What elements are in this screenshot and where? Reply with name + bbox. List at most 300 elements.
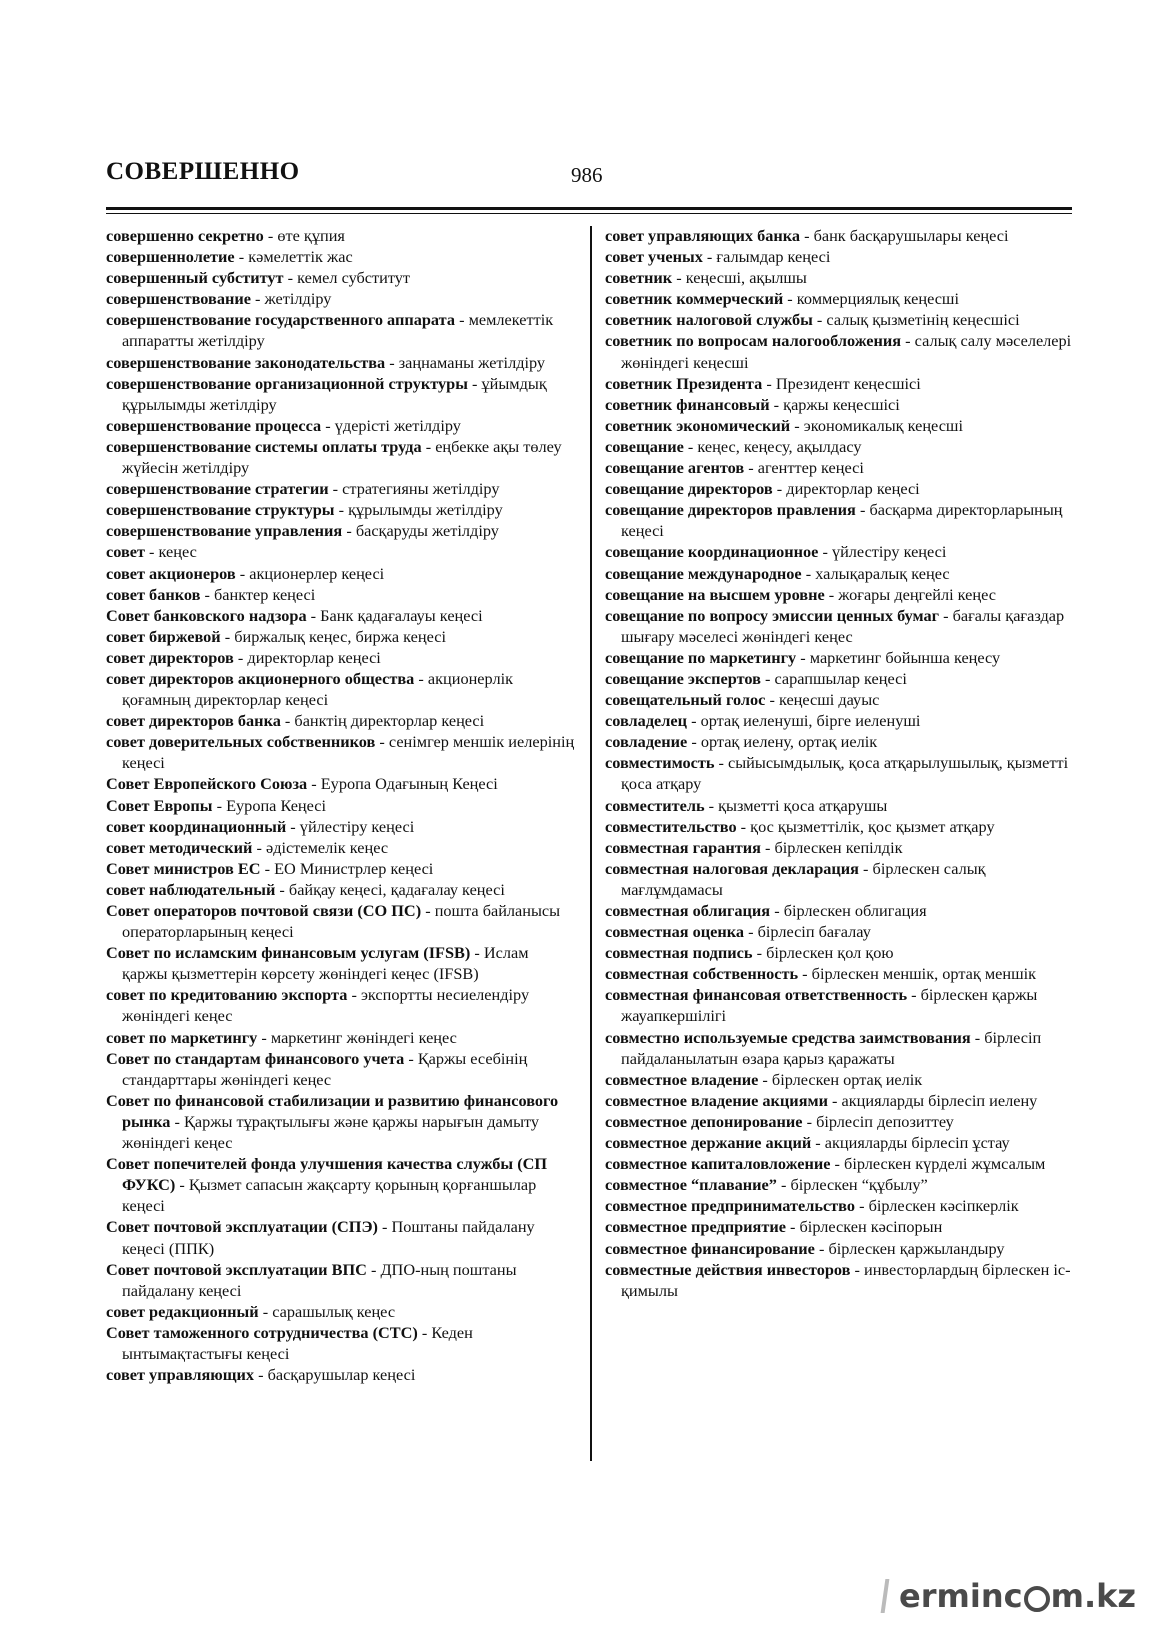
dictionary-entry bbox=[106, 1090, 576, 1153]
dictionary-entry bbox=[106, 668, 576, 710]
dictionary-entry bbox=[106, 1027, 576, 1048]
dictionary-entry bbox=[605, 1174, 1080, 1195]
entry-separator: - bbox=[250, 289, 265, 309]
entry-separator: - bbox=[234, 247, 249, 267]
entry-term: Совет почтовой эксплуатации ВПС bbox=[106, 1259, 367, 1279]
logo-t-mark-icon bbox=[881, 1579, 900, 1613]
logo-o-ring-icon bbox=[1024, 1586, 1050, 1612]
entry-definition: кеңес bbox=[158, 542, 197, 562]
entry-definition: пошта байланысы операторларының кеңесі bbox=[122, 901, 561, 942]
entry-definition: инвесторлардың бірлескен іс-қимылы bbox=[621, 1259, 1071, 1300]
entry-term: советник финансовый bbox=[605, 394, 770, 414]
entry-definition: Қаржы тұрақтылығы және қаржы нарығын дамыту жөніндегі кеңес bbox=[122, 1111, 540, 1153]
entry-definition: директорлар кеңесі bbox=[247, 647, 381, 667]
dictionary-entry bbox=[605, 752, 1080, 794]
entry-definition: салық салу мәселелері жөніндегі кеңесші bbox=[621, 331, 1072, 372]
entry-definition: Ислам қаржы қызметтерін көрсету жөніндегі кеңес (IFSB) bbox=[122, 943, 529, 984]
dictionary-entry bbox=[605, 942, 1080, 963]
dictionary-entry bbox=[605, 563, 1080, 584]
dictionary-entry bbox=[605, 984, 1080, 1026]
entry-definition: бірлескен салық мағлұмдамасы bbox=[621, 858, 986, 899]
entry-separator: - bbox=[769, 394, 784, 414]
entry-separator: - bbox=[790, 415, 804, 435]
entry-definition: кеңесші, ақылшы bbox=[685, 268, 807, 288]
entry-separator: - bbox=[672, 268, 686, 288]
dictionary-entry bbox=[106, 605, 576, 626]
dictionary-entry bbox=[605, 689, 1080, 710]
entry-term: совместное депонирование bbox=[605, 1111, 803, 1131]
entry-definition: Банк қадағалауы кеңесі bbox=[320, 605, 483, 625]
entry-separator: - bbox=[824, 584, 839, 604]
dictionary-entry bbox=[106, 731, 576, 773]
entry-term: совершенствование bbox=[106, 289, 251, 309]
entry-separator: - bbox=[855, 1196, 869, 1216]
header-rule-thin bbox=[106, 213, 1072, 214]
dictionary-entry bbox=[605, 1259, 1080, 1301]
entry-separator: - bbox=[220, 626, 235, 646]
entry-separator: - bbox=[704, 795, 719, 815]
entry-definition: бірлескен қол қою bbox=[766, 943, 894, 963]
dictionary-entry bbox=[605, 1153, 1080, 1174]
entry-term: Совет банковского надзора bbox=[106, 605, 307, 625]
entry-term: совещание координационное bbox=[605, 542, 819, 562]
entry-term: совместная собственность bbox=[605, 964, 799, 984]
entry-term: Совет по стандартам финансового учета bbox=[106, 1048, 405, 1068]
dictionary-entry bbox=[106, 267, 576, 288]
entry-definition: Қызмет сапасын жақсарту қорының қорғаншылар кеңесі bbox=[122, 1175, 537, 1216]
dictionary-entry bbox=[106, 309, 576, 351]
entry-term: совет управляющих банка bbox=[605, 226, 801, 245]
entry-definition: маркетинг бойынша кеңесу bbox=[809, 647, 1001, 667]
entry-separator: - bbox=[342, 521, 356, 541]
entry-term: совладение bbox=[605, 732, 688, 752]
entry-definition: банктер кеңесі bbox=[213, 584, 316, 604]
entry-separator: - bbox=[714, 753, 729, 773]
entry-separator: - bbox=[414, 668, 428, 688]
entry-separator: - bbox=[765, 690, 779, 710]
entry-separator: - bbox=[275, 879, 289, 899]
entry-definition: үйлестіру кеңесі bbox=[299, 816, 415, 836]
dictionary-entry bbox=[605, 584, 1080, 605]
entry-term: Совет по финансовой стабилизации и развитию финансового рынка bbox=[106, 1090, 559, 1131]
entry-term: совет по маркетингу bbox=[106, 1027, 258, 1047]
dictionary-entry bbox=[605, 900, 1080, 921]
entry-term: совершенствование организационной структуры bbox=[106, 373, 468, 393]
entry-separator: - bbox=[855, 500, 870, 520]
entry-term: совет биржевой bbox=[106, 626, 221, 646]
entry-definition: әдістемелік кеңес bbox=[265, 837, 389, 857]
entry-term: совершенствование процесса bbox=[106, 415, 322, 435]
entry-separator: - bbox=[328, 479, 343, 499]
dictionary-entry bbox=[605, 1090, 1080, 1111]
page-number: 986 bbox=[571, 163, 603, 187]
dictionary-entry bbox=[106, 225, 576, 246]
entry-separator: - bbox=[858, 858, 873, 878]
entry-separator: - bbox=[760, 668, 775, 688]
entry-definition: ортақ иелену, ортақ иелік bbox=[700, 732, 878, 752]
entry-term: совет директоров банка bbox=[106, 711, 281, 731]
entry-separator: - bbox=[175, 1175, 189, 1195]
entry-separator: - bbox=[785, 1217, 800, 1237]
entry-term: совершенствование системы оплаты труда bbox=[106, 436, 422, 456]
entry-separator: - bbox=[802, 1111, 817, 1131]
entry-separator: - bbox=[758, 1069, 772, 1089]
entry-term: совет управляющих bbox=[106, 1365, 254, 1385]
entry-separator: - bbox=[263, 226, 278, 245]
entry-definition: сыйысымдылық, қоса атқарылушылық, қызметті қоса атқару bbox=[621, 753, 1069, 794]
entry-separator: - bbox=[200, 584, 214, 604]
entry-term: совершенствование стратегии bbox=[106, 479, 329, 499]
entry-term: совершенствование структуры bbox=[106, 500, 335, 520]
dictionary-entry bbox=[605, 1216, 1080, 1237]
entry-definition: бірлескен қаржыландыру bbox=[828, 1238, 1005, 1258]
dictionary-entry bbox=[106, 415, 576, 436]
entry-term: совещательный голос bbox=[605, 690, 766, 710]
entry-definition: бірлескен “құбылу” bbox=[790, 1175, 928, 1195]
entry-term: совет bbox=[106, 542, 145, 562]
entry-definition: салық қызметінің кеңесшісі bbox=[826, 310, 1020, 330]
entry-term: Совет министров ЕС bbox=[106, 858, 261, 878]
entry-separator: - bbox=[170, 1111, 184, 1131]
entry-term: совет редакционный bbox=[106, 1301, 259, 1321]
entry-definition: кеңесші дауыс bbox=[778, 690, 880, 710]
entry-definition: заңнаманы жетілдіру bbox=[398, 352, 546, 372]
dictionary-entry bbox=[106, 436, 576, 478]
dictionary-entry bbox=[106, 352, 576, 373]
entry-separator: - bbox=[752, 943, 767, 963]
entry-definition: бірлескен меншік, ортақ меншік bbox=[811, 964, 1037, 984]
entry-term: совещание директоров правления bbox=[605, 500, 856, 520]
entry-separator: - bbox=[252, 837, 266, 857]
entry-definition: ЕО Министрлер кеңесі bbox=[274, 858, 434, 878]
dictionary-entry bbox=[106, 647, 576, 668]
logo-text-domain: m.kz bbox=[1050, 1577, 1136, 1615]
dictionary-entry bbox=[605, 668, 1080, 689]
entry-term: совместное предприятие bbox=[605, 1217, 786, 1237]
dictionary-entry bbox=[605, 795, 1080, 816]
dictionary-entry bbox=[605, 330, 1080, 372]
entry-term: совместное предпринимательство bbox=[605, 1196, 856, 1216]
dictionary-entry bbox=[605, 478, 1080, 499]
entry-separator: - bbox=[801, 563, 816, 583]
entry-term: совершенный субститут bbox=[106, 268, 284, 288]
entry-separator: - bbox=[417, 1322, 432, 1342]
entry-separator: - bbox=[683, 436, 698, 456]
entry-definition: бірлескен облигация bbox=[783, 901, 927, 920]
dictionary-entry bbox=[605, 288, 1080, 309]
entry-term: совместное “плавание” bbox=[605, 1175, 777, 1195]
entry-separator: - bbox=[375, 732, 389, 752]
entry-term: совет банков bbox=[106, 584, 201, 604]
entry-term: совместная подпись bbox=[605, 943, 753, 963]
entry-term: Совет по исламским финансовым услугам (IFSB) bbox=[106, 943, 471, 963]
entry-term: совместно используемые средства заимствования bbox=[605, 1027, 971, 1047]
entry-separator: - bbox=[366, 1259, 381, 1279]
entry-definition: құрылымды жетілдіру bbox=[348, 500, 503, 520]
dictionary-entry bbox=[106, 520, 576, 541]
entry-separator: - bbox=[385, 352, 399, 372]
entry-term: совместное финансирование bbox=[605, 1238, 815, 1258]
column-divider bbox=[590, 226, 592, 1461]
entry-definition: Қаржы есебінің стандарттары жөніндегі кеңес bbox=[122, 1048, 528, 1089]
dictionary-entry bbox=[106, 541, 576, 562]
entry-term: совет по кредитованию экспорта bbox=[106, 985, 348, 1005]
dictionary-entry bbox=[106, 1216, 576, 1258]
entry-definition: Поштаны пайдалану кеңесі (ППК) bbox=[122, 1217, 535, 1258]
entry-term: совет доверительных собственников bbox=[106, 732, 376, 752]
entry-definition: бірлескен қаржы жауапкершілігі bbox=[621, 985, 1038, 1026]
entry-term: совершеннолетие bbox=[106, 247, 235, 267]
dictionary-entry bbox=[605, 837, 1080, 858]
entry-separator: - bbox=[347, 985, 361, 1005]
entry-separator: - bbox=[258, 1301, 273, 1321]
entry-definition: банк басқарушылары кеңесі bbox=[813, 226, 1009, 245]
dictionary-entry bbox=[106, 773, 576, 794]
dictionary-entry bbox=[106, 288, 576, 309]
entry-definition: бірлескен кәсіпкерлік bbox=[868, 1196, 1019, 1216]
entry-term: совещание на высшем уровне bbox=[605, 584, 825, 604]
entry-separator: - bbox=[830, 1154, 845, 1174]
entry-definition: акцияларды бірлесіп ұстау bbox=[824, 1133, 1010, 1153]
entry-term: совместная финансовая ответственность bbox=[605, 985, 908, 1005]
entry-definition: қызметті қоса атқарушы bbox=[718, 795, 888, 815]
entry-term: совещание по маркетингу bbox=[605, 647, 797, 667]
dictionary-entry bbox=[605, 605, 1080, 647]
entry-term: советник налоговой службы bbox=[605, 310, 813, 330]
entry-separator: - bbox=[260, 858, 275, 878]
dictionary-entry bbox=[106, 858, 576, 879]
entry-definition: ортақ иеленуші, бірге иеленуші bbox=[700, 711, 921, 731]
dictionary-entry bbox=[605, 647, 1080, 668]
entry-definition: экспортты несиелендіру жөніндегі кеңес bbox=[122, 985, 530, 1026]
entry-term: советник по вопросам налогообложения bbox=[605, 331, 902, 351]
dictionary-entry bbox=[605, 394, 1080, 415]
entry-term: совет акционеров bbox=[106, 563, 236, 583]
dictionary-entry bbox=[605, 309, 1080, 330]
dictionary-entry bbox=[605, 816, 1080, 837]
dictionary-entry bbox=[605, 858, 1080, 900]
entry-definition: байқау кеңесі, қадағалау кеңесі bbox=[288, 879, 505, 899]
entry-separator: - bbox=[254, 1365, 268, 1385]
entry-definition: бірлесіп бағалау bbox=[757, 922, 871, 942]
entry-separator: - bbox=[850, 1259, 864, 1279]
entry-separator: - bbox=[776, 1175, 791, 1195]
entry-separator: - bbox=[796, 647, 810, 667]
entry-separator: - bbox=[744, 922, 758, 942]
dictionary-entry bbox=[106, 584, 576, 605]
entry-term: совместная облигация bbox=[605, 901, 771, 920]
entry-term: совместитель bbox=[605, 795, 705, 815]
entry-definition: бірлесіп пайдаланылатын өзара қарыз қаражаты bbox=[621, 1027, 1042, 1068]
entry-term: совместное держание акций bbox=[605, 1133, 812, 1153]
entry-term: совместное капиталовложение bbox=[605, 1154, 831, 1174]
entry-separator: - bbox=[306, 605, 321, 625]
entry-term: совместное владение акциями bbox=[605, 1090, 828, 1110]
dictionary-entry bbox=[605, 1069, 1080, 1090]
entry-separator: - bbox=[212, 795, 227, 815]
entry-separator: - bbox=[772, 479, 787, 499]
dictionary-entry bbox=[605, 710, 1080, 731]
dictionary-entry bbox=[605, 499, 1080, 541]
entry-term: совещание международное bbox=[605, 563, 802, 583]
entry-definition: бірлескен кепілдік bbox=[774, 837, 903, 857]
entry-separator: - bbox=[687, 732, 701, 752]
entry-term: совет директоров акционерного общества bbox=[106, 668, 415, 688]
entry-separator: - bbox=[233, 647, 248, 667]
entry-term: совместные действия инвесторов bbox=[605, 1259, 851, 1279]
entry-separator: - bbox=[939, 605, 953, 625]
entry-term: Совет Европейского Союза bbox=[106, 774, 308, 794]
entry-definition: жетілдіру bbox=[264, 289, 332, 309]
entry-term: совместная гарантия bbox=[605, 837, 761, 857]
entry-term: совет ученых bbox=[605, 247, 703, 267]
entry-separator: - bbox=[687, 711, 701, 731]
dictionary-entry bbox=[605, 541, 1080, 562]
entry-separator: - bbox=[307, 774, 321, 794]
dictionary-entry bbox=[605, 1132, 1080, 1153]
dictionary-entry bbox=[605, 1238, 1080, 1259]
entry-definition: бірлескен күрделі жұмсалым bbox=[844, 1154, 1046, 1174]
entry-term: советник Президента bbox=[605, 373, 763, 393]
dictionary-entry bbox=[106, 1048, 576, 1090]
dictionary-entry bbox=[106, 795, 576, 816]
dictionary-entry bbox=[605, 731, 1080, 752]
dictionary-entry bbox=[106, 1301, 576, 1322]
dictionary-entry bbox=[106, 942, 576, 984]
entry-definition: бірлесіп депозиттеу bbox=[816, 1111, 954, 1131]
dictionary-entry bbox=[605, 457, 1080, 478]
entry-term: совещание по вопросу эмиссии ценных бумаг bbox=[605, 605, 940, 625]
entry-separator: - bbox=[901, 331, 915, 351]
entry-term: советник коммерческий bbox=[605, 289, 784, 309]
entry-term: совместимость bbox=[605, 753, 715, 773]
entry-definition: коммерциялық кеңесші bbox=[796, 289, 959, 309]
dictionary-entry bbox=[106, 373, 576, 415]
entry-term: совладелец bbox=[605, 711, 688, 731]
entry-separator: - bbox=[762, 373, 776, 393]
dictionary-entry bbox=[106, 1259, 576, 1301]
entry-term: совещание bbox=[605, 436, 684, 456]
entry-separator: - bbox=[818, 542, 832, 562]
entry-definition: акцияларды бірлесіп иелену bbox=[841, 1090, 1038, 1110]
dictionary-entry bbox=[106, 984, 576, 1026]
entry-separator: - bbox=[280, 711, 295, 731]
entry-separator: - bbox=[470, 943, 484, 963]
entry-separator: - bbox=[334, 500, 349, 520]
entry-term: совместная оценка bbox=[605, 922, 745, 942]
entry-term: совет методический bbox=[106, 837, 253, 857]
entry-separator: - bbox=[702, 247, 717, 267]
entry-definition: Еуропа Одағының Кеңесі bbox=[320, 774, 498, 794]
dictionary-entry bbox=[605, 225, 1080, 246]
entry-term: совещание директоров bbox=[605, 479, 773, 499]
entry-definition: өте құпия bbox=[277, 226, 345, 245]
entry-definition: ұйымдық құрылымды жетілдіру bbox=[122, 373, 547, 414]
entry-definition: экономикалық кеңесші bbox=[803, 415, 963, 435]
entry-definition: сарапшылар кеңесі bbox=[774, 668, 907, 688]
dictionary-entry bbox=[605, 267, 1080, 288]
entry-separator: - bbox=[800, 226, 814, 245]
entry-separator: - bbox=[421, 901, 435, 920]
entry-term: совещание экспертов bbox=[605, 668, 761, 688]
entry-definition: қаржы кеңесшісі bbox=[783, 394, 900, 414]
entry-separator: - bbox=[404, 1048, 418, 1068]
entry-definition: басқарма директорларының кеңесі bbox=[621, 500, 1063, 541]
entry-separator: - bbox=[283, 268, 298, 288]
entry-term: совместное владение bbox=[605, 1069, 759, 1089]
entry-term: совместная налоговая декларация bbox=[605, 858, 859, 878]
dictionary-entry bbox=[605, 921, 1080, 942]
entry-term: совет директоров bbox=[106, 647, 234, 667]
right-column bbox=[605, 225, 1080, 1301]
entry-term: Совет таможенного сотрудничества (СТС) bbox=[106, 1322, 418, 1342]
entry-definition: агенттер кеңесі bbox=[757, 458, 864, 478]
entry-definition: бірлескен ортақ иелік bbox=[771, 1069, 923, 1089]
entry-definition: сенімгер меншік иелерінің кеңесі bbox=[122, 732, 575, 773]
entry-definition: мемлекеттік аппаратты жетілдіру bbox=[122, 310, 554, 351]
entry-term: совершенно секретно bbox=[106, 226, 264, 245]
entry-definition: жоғары деңгейлі кеңес bbox=[838, 584, 996, 604]
entry-separator: - bbox=[827, 1090, 842, 1110]
dictionary-entry bbox=[605, 415, 1080, 436]
entry-term: советник экономический bbox=[605, 415, 791, 435]
entry-term: совместительство bbox=[605, 816, 737, 836]
entry-separator: - bbox=[812, 310, 827, 330]
entry-definition: кеңес, кеңесу, ақылдасу bbox=[697, 436, 862, 456]
entry-definition: Еуропа Кеңесі bbox=[226, 795, 327, 815]
entry-separator: - bbox=[455, 310, 469, 330]
entry-definition: бірлескен кәсіпорын bbox=[799, 1217, 943, 1237]
entry-definition: халықаралық кеңес bbox=[815, 563, 950, 583]
entry-definition: кемел субститут bbox=[297, 268, 410, 288]
entry-separator: - bbox=[286, 816, 300, 836]
dictionary-entry bbox=[106, 246, 576, 267]
entry-definition: акционерлер кеңесі bbox=[249, 563, 385, 583]
entry-separator: - bbox=[814, 1238, 829, 1258]
entry-definition: банктің директорлар кеңесі bbox=[294, 711, 485, 731]
entry-term: Совет Европы bbox=[106, 795, 213, 815]
dictionary-entry bbox=[106, 478, 576, 499]
entry-definition: бағалы қағаздар шығару мәселесі жөніндегі кеңес bbox=[621, 605, 1065, 646]
entry-separator: - bbox=[467, 373, 482, 393]
entry-separator: - bbox=[744, 458, 758, 478]
entry-definition: қос қызметтілік, қос қызмет атқару bbox=[750, 816, 995, 836]
entry-term: Совет операторов почтовой связи (СО ПС) bbox=[106, 901, 422, 920]
entry-term: совершенствование государственного аппарата bbox=[106, 310, 455, 330]
dictionary-entry bbox=[106, 837, 576, 858]
dictionary-entry bbox=[605, 1027, 1080, 1069]
dictionary-entry bbox=[106, 900, 576, 942]
left-column bbox=[106, 225, 576, 1385]
entry-definition: ғалымдар кеңесі bbox=[716, 247, 831, 267]
entry-separator: - bbox=[907, 985, 921, 1005]
entry-separator: - bbox=[783, 289, 797, 309]
entry-definition: стратегияны жетілдіру bbox=[342, 479, 500, 499]
logo-text-c: c bbox=[1003, 1577, 1023, 1615]
dictionary-entry bbox=[106, 1322, 576, 1364]
dictionary-entry bbox=[106, 879, 576, 900]
entry-definition: басқарушылар кеңесі bbox=[267, 1365, 416, 1385]
dictionary-entry bbox=[106, 710, 576, 731]
entry-separator: - bbox=[811, 1133, 825, 1153]
entry-term: совет координационный bbox=[106, 816, 287, 836]
dictionary-entry bbox=[106, 563, 576, 584]
dictionary-entry bbox=[605, 1111, 1080, 1132]
entry-definition: басқаруды жетілдіру bbox=[355, 521, 499, 541]
entry-separator: - bbox=[421, 436, 436, 456]
entry-separator: - bbox=[798, 964, 812, 984]
entry-term: совещание агентов bbox=[605, 458, 745, 478]
